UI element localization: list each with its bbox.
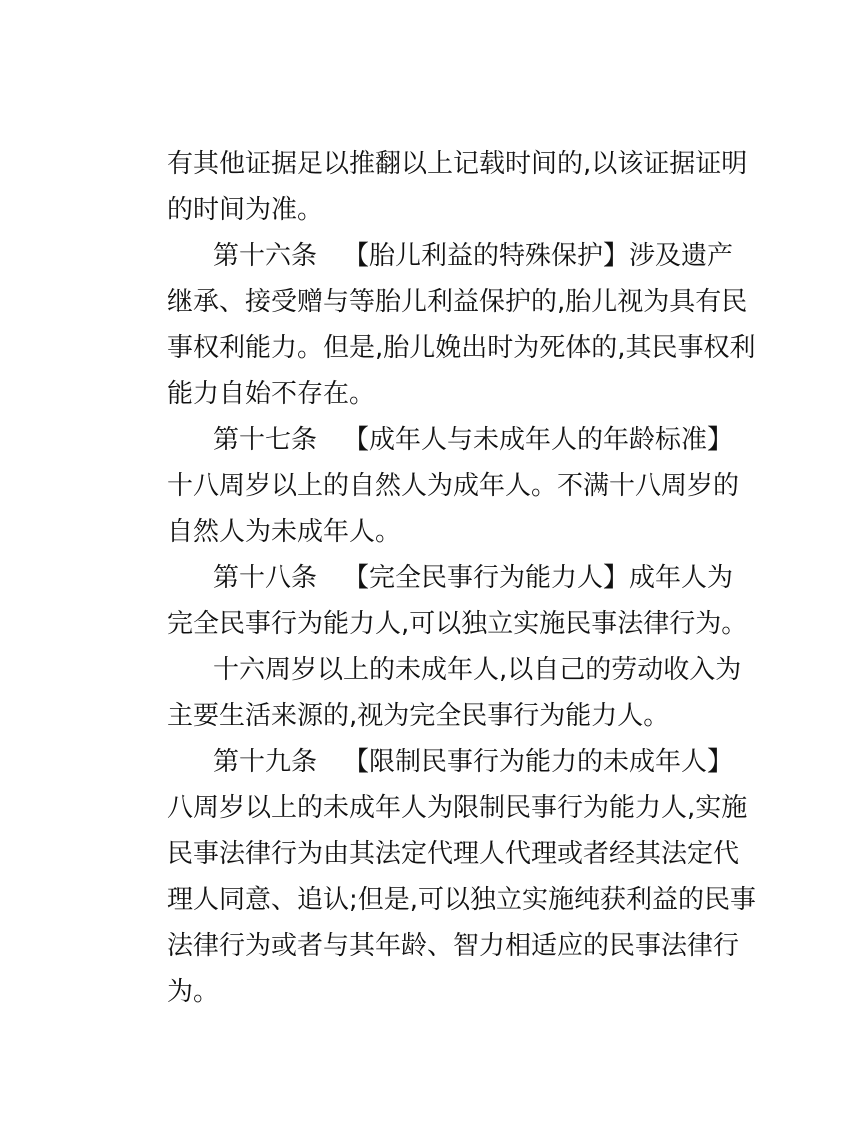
article-number: 第十六条 — [213, 241, 318, 271]
text-line: 完全民事行为能力人,可以独立实施民事法律行为。 — [167, 609, 748, 639]
text-line: 自然人为未成年人。 — [167, 517, 402, 547]
article-heading-line — [167, 555, 734, 601]
article-number: 第十七条 — [213, 425, 318, 455]
article-title-text: 【胎儿利益的特殊保护】涉及遗产 — [343, 241, 734, 271]
text-line: 民事法律行为由其法定代理人代理或者经其法定代 — [167, 839, 740, 869]
text-line: 为。 — [167, 977, 220, 1007]
text-line: 有其他证据足以推翻以上记载时间的,以该证据证明 — [167, 149, 748, 179]
document-body — [167, 141, 757, 1015]
article-number: 第十八条 — [213, 563, 318, 593]
text-line: 十六周岁以上的未成年人,以自己的劳动收入为 — [213, 655, 742, 685]
article-heading-line — [167, 417, 734, 463]
text-line: 事权利能力。但是,胎儿娩出时为死体的,其民事权利 — [167, 333, 756, 363]
text-line: 能力自始不存在。 — [167, 379, 376, 409]
article-title-text: 【完全民事行为能力人】成年人为 — [343, 563, 734, 593]
text-line: 继承、接受赠与等胎儿利益保护的,胎儿视为具有民 — [167, 287, 748, 317]
text-line: 法律行为或者与其年龄、智力相适应的民事法律行 — [167, 931, 740, 961]
article-title-text: 【成年人与未成年人的年龄标准】 — [343, 425, 734, 455]
article-heading-line — [167, 233, 734, 279]
article-number: 第十九条 — [213, 747, 318, 777]
text-line: 理人同意、追认;但是,可以独立实施纯获利益的民事 — [167, 885, 757, 915]
text-line: 主要生活来源的,视为完全民事行为能力人。 — [167, 701, 670, 731]
article-title-text: 【限制民事行为能力的未成年人】 — [343, 747, 734, 777]
text-line: 的时间为准。 — [167, 195, 324, 225]
text-line: 八周岁以上的未成年人为限制民事行为能力人,实施 — [167, 793, 748, 823]
text-line: 十八周岁以上的自然人为成年人。不满十八周岁的 — [167, 471, 740, 501]
article-heading-line — [167, 739, 734, 785]
